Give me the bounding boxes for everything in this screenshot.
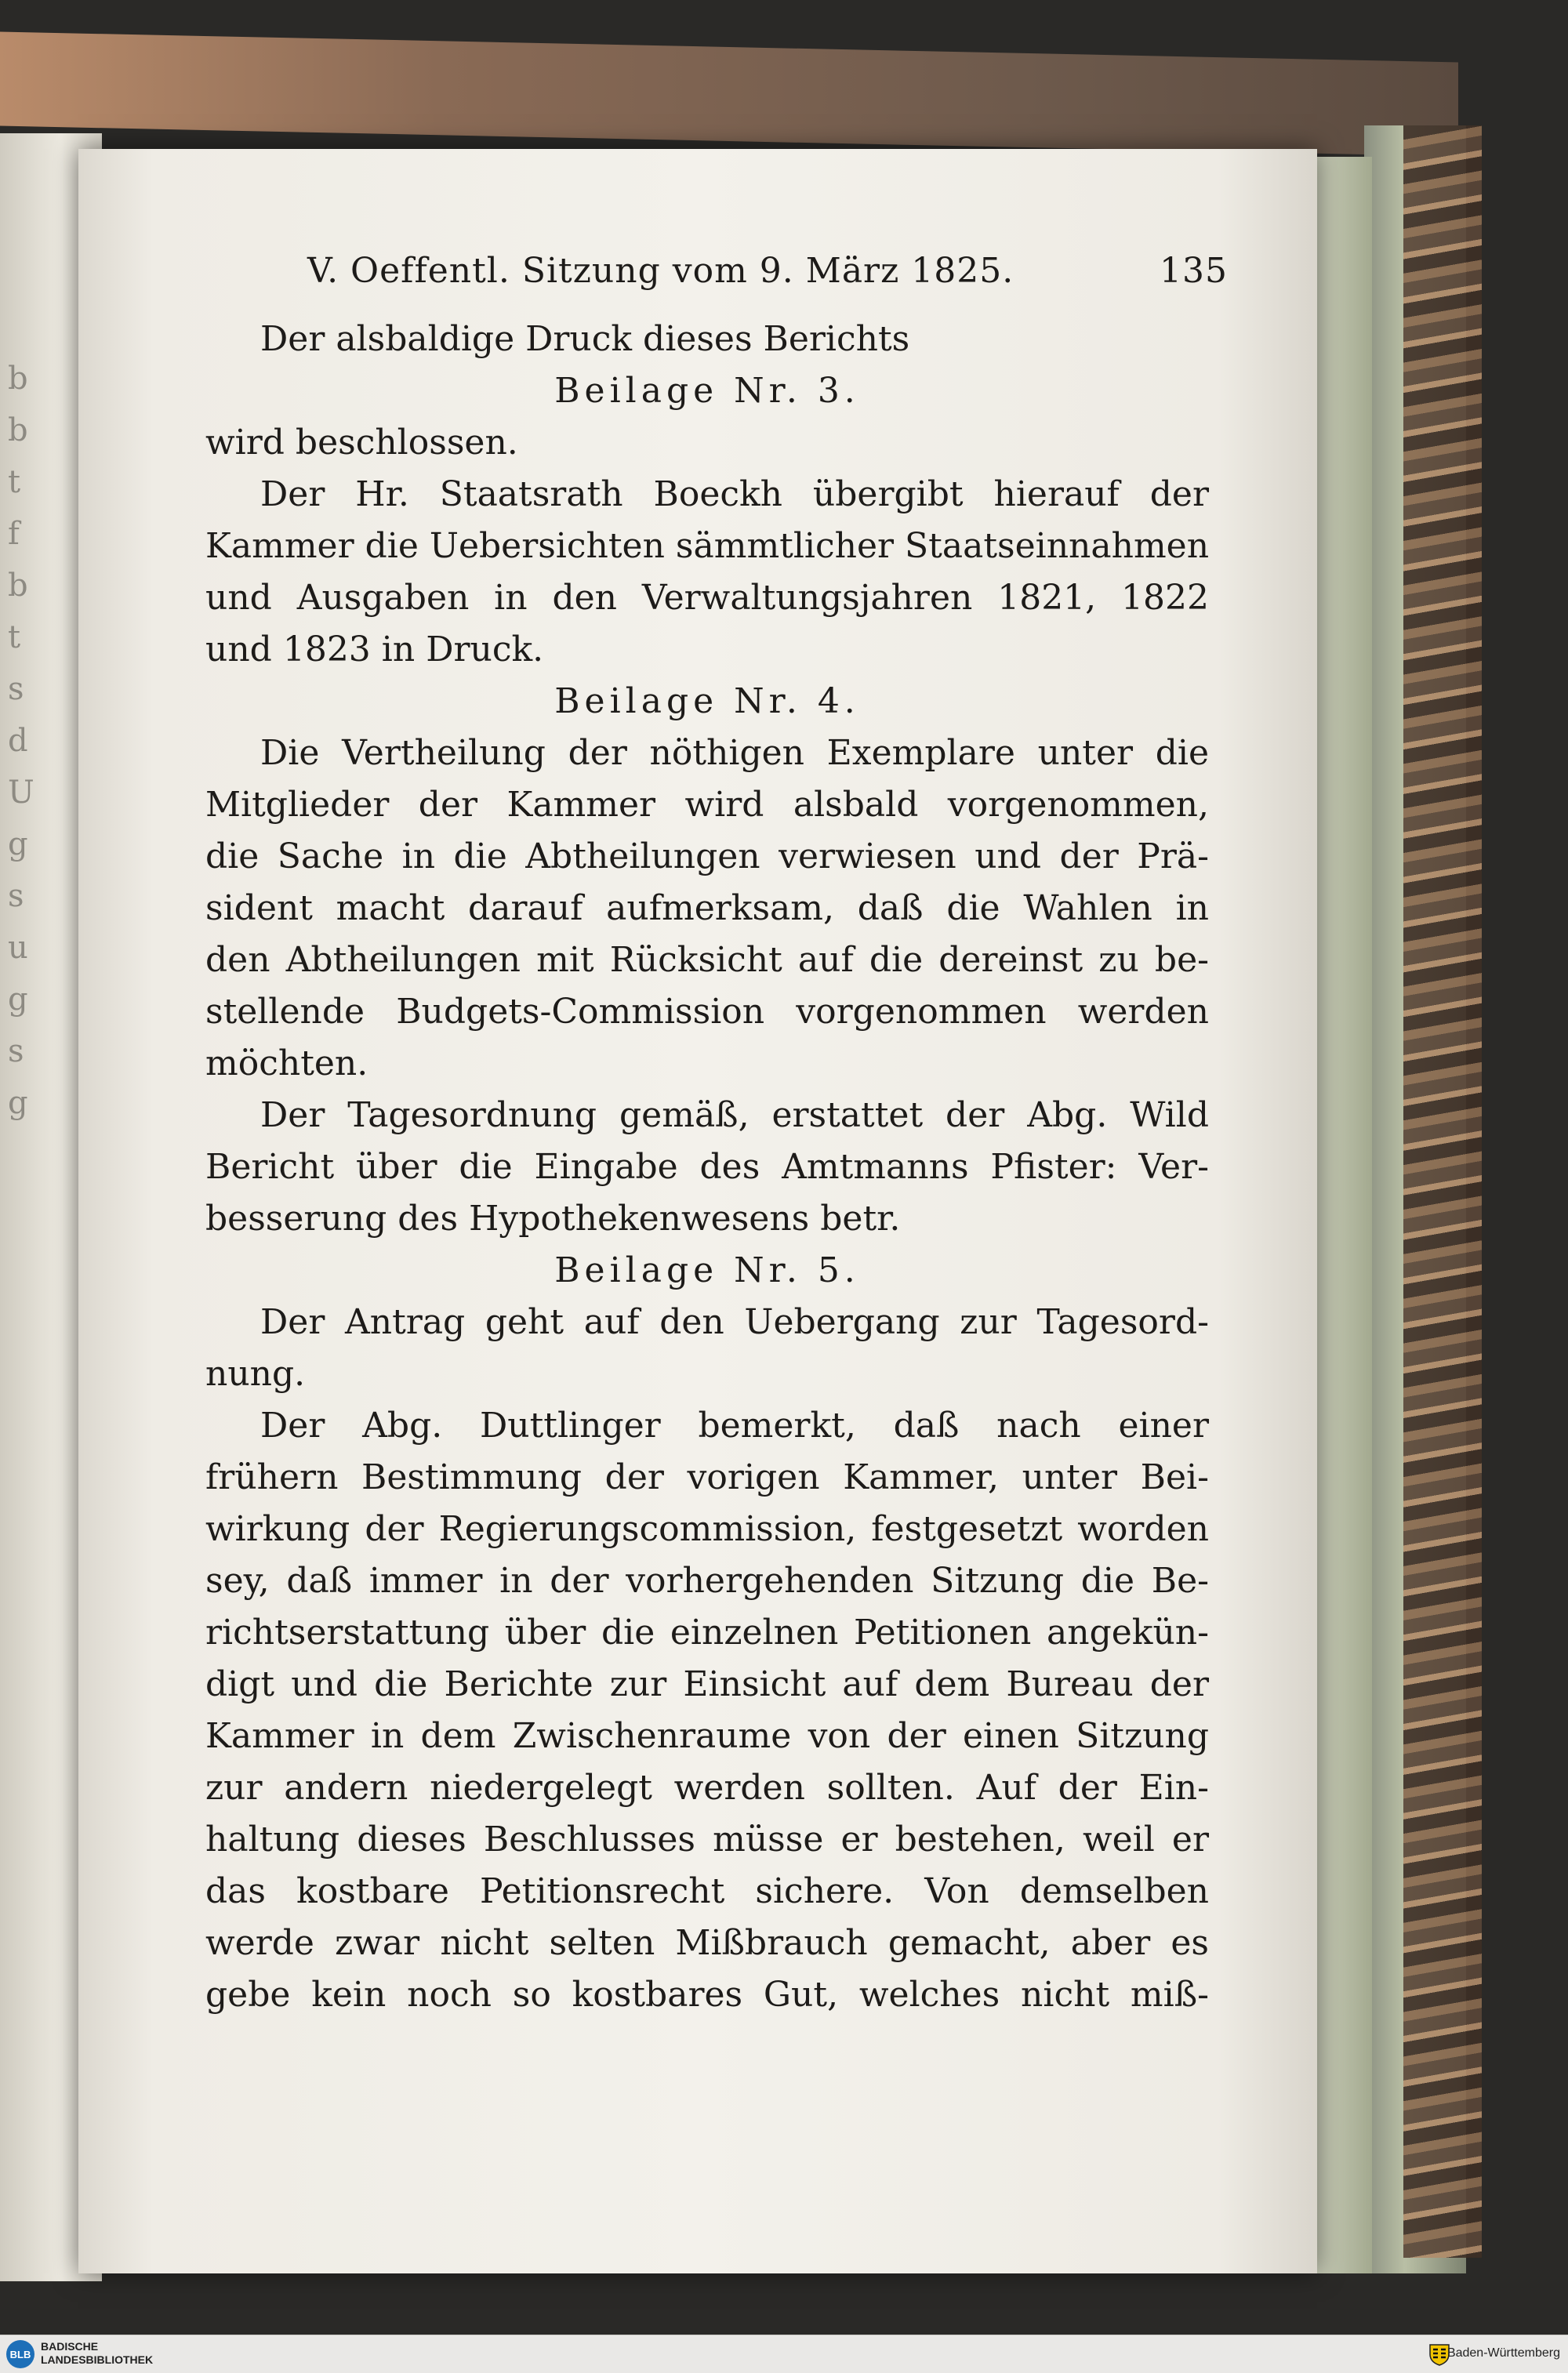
text-line: zur andern niedergelegt werden sollten. Auf der Ein- bbox=[205, 1768, 1209, 1808]
text-line: das kostbare Petitionsrecht sichere. Von demselben bbox=[205, 1871, 1209, 1911]
text-line: Der alsbaldige Druck dieses Berichts bbox=[260, 319, 910, 359]
text-line: gebe kein noch so kostbares Gut, welches nicht miß- bbox=[205, 1975, 1209, 2015]
library-name-line1: BADISCHE bbox=[41, 2340, 99, 2353]
library-name-line2: LANDESBIBLIOTHEK bbox=[41, 2353, 154, 2366]
state-name: Baden-Württemberg bbox=[1446, 2346, 1560, 2360]
left-page-fragment: g bbox=[8, 1085, 28, 1121]
text-line: besserung des Hypothekenwesens betr. bbox=[205, 1199, 901, 1239]
left-page-fragment: U bbox=[8, 775, 34, 811]
text-line: werde zwar nicht selten Mißbrauch gemacht, aber es bbox=[205, 1923, 1209, 1963]
text-line: Kammer in dem Zwischenraume von der einen Sitzung bbox=[205, 1716, 1209, 1756]
left-page-fragment: g bbox=[8, 826, 28, 862]
page-edge-shadow bbox=[1317, 157, 1372, 2273]
left-page-fragment: s bbox=[8, 671, 24, 707]
text-line: Kammer die Uebersichten sämmtlicher Staatseinnahmen bbox=[205, 526, 1210, 566]
text-line: den Abtheilungen mit Rücksicht auf die dereinst zu be- bbox=[205, 940, 1209, 980]
text-line: stellende Budgets-Commission vorgenommen werden bbox=[205, 992, 1209, 1032]
page-text bbox=[205, 251, 1228, 2021]
text-line: Mitglieder der Kammer wird alsbald vorgenommen, bbox=[205, 785, 1209, 825]
blb-logo-icon: BLB bbox=[6, 2340, 34, 2368]
text-line: Der Tagesordnung gemäß, erstattet der Abg. Wild bbox=[260, 1095, 1209, 1135]
text-line: Die Vertheilung der nöthigen Exemplare unter die bbox=[260, 733, 1209, 773]
page-header bbox=[205, 251, 1228, 314]
left-page-fragment: d bbox=[8, 723, 28, 759]
beilage-heading: Beilage Nr. 3. bbox=[554, 371, 860, 411]
text-line: Der Abg. Duttlinger bemerkt, daß nach einer bbox=[260, 1406, 1209, 1446]
marbled-cover bbox=[1403, 125, 1482, 2258]
text-line: möchten. bbox=[205, 1043, 368, 1083]
left-page-fragment: t bbox=[8, 464, 21, 500]
text-line: wirkung der Regierungscommission, festgesetzt worden bbox=[205, 1509, 1209, 1549]
text-line: frühern Bestimmung der vorigen Kammer, unter Bei- bbox=[205, 1457, 1209, 1497]
text-line: die Sache in die Abtheilungen verwiesen und der Prä- bbox=[205, 836, 1209, 876]
text-line: sey, daß immer in der vorhergehenden Sitzung die Be- bbox=[205, 1561, 1209, 1601]
left-page-fragment: b bbox=[8, 361, 28, 397]
left-page-fragment: g bbox=[8, 981, 28, 1018]
running-head: V. Oeffentl. Sitzung vom 9. März 1825. bbox=[307, 251, 1014, 291]
text-line: Der Hr. Staatsrath Boeckh übergibt hierauf der bbox=[260, 474, 1209, 514]
beilage-heading: Beilage Nr. 4. bbox=[554, 681, 860, 721]
left-page-fragment: t bbox=[8, 619, 21, 655]
left-page-fragment: s bbox=[8, 878, 24, 914]
text-line: nung. bbox=[205, 1354, 306, 1394]
text-line: richtserstattung über die einzelnen Petitionen angekün- bbox=[205, 1613, 1209, 1653]
library-name bbox=[41, 2340, 153, 2367]
text-line: und Ausgaben in den Verwaltungsjahren 1821, 1822 bbox=[205, 578, 1209, 618]
book-cover-top bbox=[0, 32, 1458, 157]
text-line: und 1823 in Druck. bbox=[205, 630, 544, 669]
beilage-heading: Beilage Nr. 5. bbox=[554, 1250, 860, 1290]
body-text bbox=[205, 314, 1209, 2021]
left-page-fragment: b bbox=[8, 568, 28, 604]
left-page-fragment: f bbox=[8, 516, 20, 552]
left-page-fragment: s bbox=[8, 1033, 24, 1069]
text-line: haltung dieses Beschlusses müsse er bestehen, weil er bbox=[205, 1820, 1209, 1860]
text-line: Bericht über die Eingabe des Amtmanns Pfister: Ver- bbox=[205, 1147, 1209, 1187]
left-page-fragment: u bbox=[8, 930, 28, 966]
text-line: sident macht darauf aufmerksam, daß die Wahlen in bbox=[205, 888, 1209, 928]
text-line: digt und die Berichte zur Einsicht auf dem Bureau der bbox=[205, 1664, 1209, 1704]
footer-bar bbox=[0, 2335, 1568, 2373]
text-line: Der Antrag geht auf den Uebergang zur Tagesord- bbox=[260, 1302, 1209, 1342]
left-page-fragment: b bbox=[8, 412, 28, 448]
text-line: wird beschlossen. bbox=[205, 423, 518, 463]
page-number: 135 bbox=[1160, 251, 1228, 291]
